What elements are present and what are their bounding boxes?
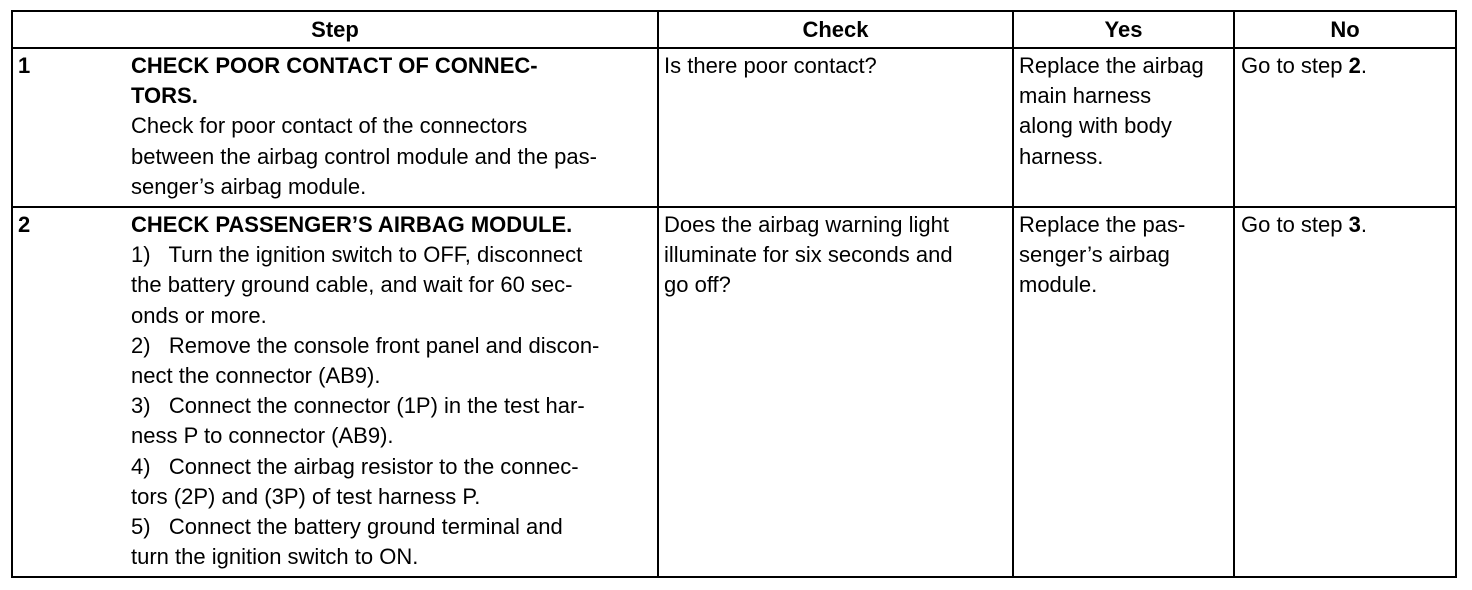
step-text: 2) Remove the console front panel and discon- <box>131 332 600 358</box>
yes-text: Replace the airbag <box>1019 53 1204 78</box>
header-check: Check <box>658 11 1013 48</box>
step-text: Check for poor contact of the connectors <box>131 113 528 139</box>
yes-text: harness. <box>1019 143 1104 169</box>
step-number: 2 <box>18 212 31 238</box>
no-text-end: . <box>1360 212 1367 238</box>
step-text: onds or more. <box>131 302 267 328</box>
step-text: between the airbag control module and the pas- <box>131 143 597 169</box>
yes-text: along with body <box>1019 113 1172 139</box>
no-text-end: . <box>1360 53 1367 78</box>
header-step: Step <box>12 11 658 48</box>
table-row <box>12 48 1456 207</box>
step-text: the battery ground cable, and wait for 60 sec- <box>131 272 573 298</box>
step-text: turn the ignition switch to ON. <box>131 544 419 570</box>
no-cell <box>1234 207 1456 577</box>
check-cell <box>658 207 1013 577</box>
check-text: go off? <box>664 272 731 298</box>
yes-cell <box>1013 48 1234 207</box>
step-title: CHECK PASSENGER’S AIRBAG MODULE. <box>131 212 573 238</box>
step-text: 3) Connect the connector (1P) in the test har- <box>131 393 585 419</box>
step-number: 1 <box>18 53 31 78</box>
check-text: illuminate for six seconds and <box>664 242 953 268</box>
no-text: Go to step <box>1241 212 1349 238</box>
step-text: ness P to connector (AB9). <box>131 423 394 449</box>
header-yes: Yes <box>1013 11 1234 48</box>
step-text: 5) Connect the battery ground terminal and <box>131 514 563 540</box>
step-cell <box>12 207 658 577</box>
step-text: nect the connector (AB9). <box>131 363 381 389</box>
yes-text: module. <box>1019 272 1098 298</box>
no-cell <box>1234 48 1456 207</box>
header-row <box>12 11 1456 48</box>
step-text: 4) Connect the airbag resistor to the connec- <box>131 453 579 479</box>
check-cell <box>658 48 1013 207</box>
table-row <box>12 207 1456 577</box>
header-no: No <box>1234 11 1456 48</box>
yes-text: main harness <box>1019 83 1152 109</box>
no-step-link[interactable]: 2 <box>1348 53 1361 78</box>
no-text: Go to step <box>1241 53 1349 78</box>
yes-text: Replace the pas- <box>1019 212 1186 238</box>
step-title: TORS. <box>131 83 198 109</box>
step-text: tors (2P) and (3P) of test harness P. <box>131 483 481 509</box>
check-text: Does the airbag warning light <box>664 212 949 238</box>
no-step-link[interactable]: 3 <box>1348 212 1361 238</box>
check-text: Is there poor contact? <box>664 53 877 78</box>
step-text: 1) Turn the ignition switch to OFF, disconnect <box>131 242 583 268</box>
step-text: senger’s airbag module. <box>131 173 367 199</box>
yes-cell <box>1013 207 1234 577</box>
step-cell <box>12 48 658 207</box>
diagnostic-table <box>11 10 1457 578</box>
yes-text: senger’s airbag <box>1019 242 1170 268</box>
step-title: CHECK POOR CONTACT OF CONNEC- <box>131 53 538 78</box>
